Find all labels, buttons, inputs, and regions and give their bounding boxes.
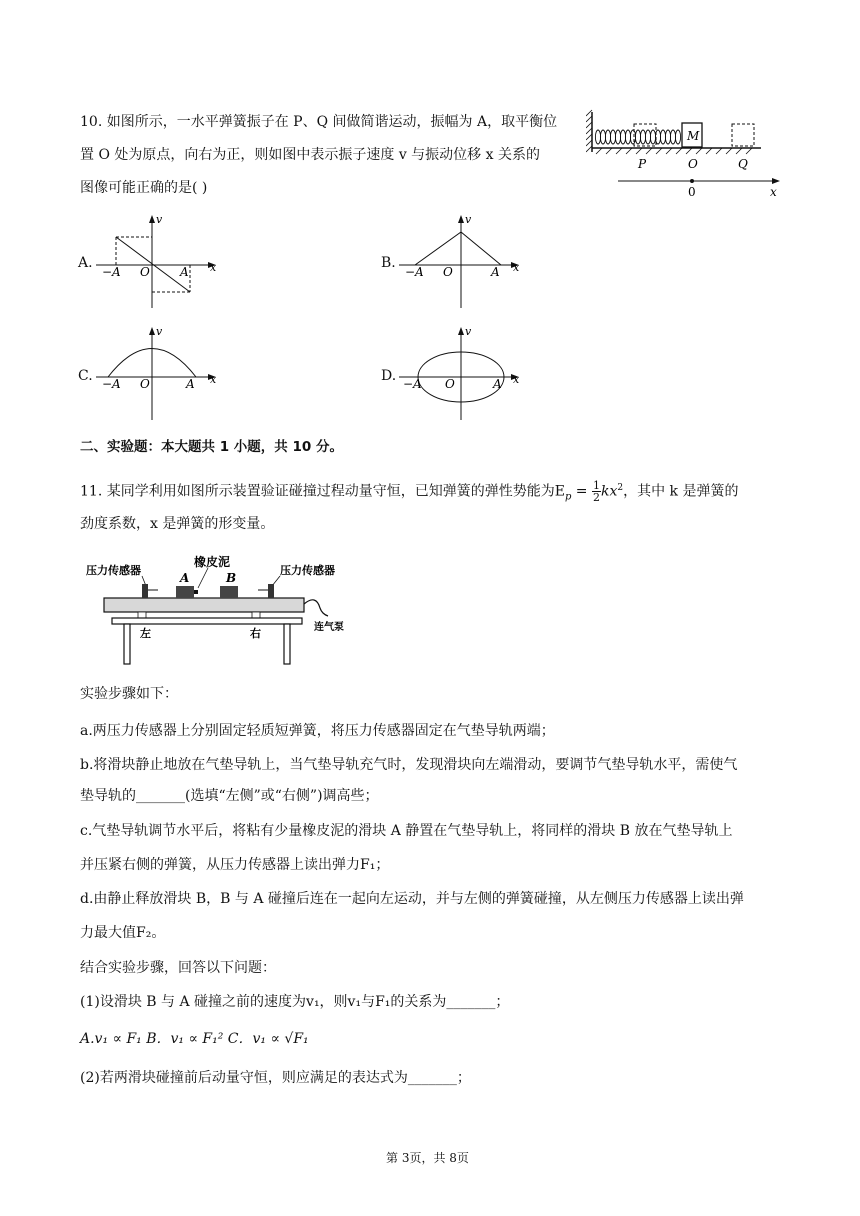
block-b-label: B bbox=[226, 571, 237, 585]
x-axis-label: x bbox=[210, 373, 217, 386]
minus-a-label: −A bbox=[102, 377, 121, 391]
option-a-graph bbox=[94, 210, 224, 310]
step-d-line1: d.由静止释放滑块 B，B 与 A 碰撞后连在一起向左运动，并与左侧的弹簧碰撞，从左侧压力传感器上读出弹 bbox=[80, 891, 744, 907]
option-d-label: D. bbox=[381, 368, 397, 384]
q10-line1: 10. 如图所示，一水平弹簧振子在 P、Q 间做简谐运动，振幅为 A，取平衡位 bbox=[80, 114, 558, 130]
origin-label: O bbox=[443, 265, 453, 279]
q11-line2: 劲度系数，x 是弹簧的形变量。 bbox=[80, 516, 275, 532]
right-label: 右 bbox=[250, 627, 261, 640]
x-axis-label: x bbox=[210, 261, 217, 274]
minus-a-label: −A bbox=[102, 265, 121, 279]
spring-oscillator-figure bbox=[586, 108, 786, 198]
p-label: P bbox=[638, 157, 647, 171]
ep-formula: $\frac{1}{2}$ bbox=[592, 479, 600, 505]
o-label: O bbox=[688, 157, 698, 171]
option-a-label: A. bbox=[78, 255, 93, 271]
q10-line3: 图像可能正确的是( ) bbox=[80, 180, 208, 196]
steps-title: 实验步骤如下： bbox=[80, 686, 178, 702]
answer-intro: 结合实验步骤，回答以下问题： bbox=[80, 960, 276, 976]
step-b-line2: 垫导轨的_______(选填“左侧”或“右侧”)调高些； bbox=[80, 788, 379, 804]
option-c-label: C. bbox=[78, 368, 93, 384]
page-footer: 第 3页，共 8页 bbox=[386, 1151, 469, 1165]
q11-line1-tail: ，其中 k 是弹簧的 bbox=[623, 483, 739, 500]
option-b-label: B. bbox=[381, 255, 396, 271]
option-d-graph bbox=[397, 322, 527, 422]
v-axis-label: v bbox=[465, 325, 472, 338]
a-label: A bbox=[493, 377, 502, 391]
option-c-graph bbox=[94, 322, 224, 422]
step-c-line1: c.气垫导轨调节水平后，将粘有少量橡皮泥的滑块 A 静置在气垫导轨上，将同样的滑块 B 放在气垫导轨上 bbox=[80, 823, 733, 839]
origin-label: O bbox=[445, 377, 455, 391]
minus-a-label: −A bbox=[403, 377, 422, 391]
q10-line2: 置 O 处为原点，向右为正，则如图中表示振子速度 v 与振动位移 x 关系的 bbox=[80, 147, 540, 163]
a-label: A bbox=[186, 377, 195, 391]
mass-label: M bbox=[687, 129, 700, 143]
a-label: A bbox=[180, 265, 189, 279]
air-track-apparatus bbox=[84, 554, 354, 669]
left-sensor-label: 压力传感器 bbox=[86, 564, 141, 577]
x-axis-label: x bbox=[513, 261, 520, 274]
q11-line1: 11. 某同学利用如图所示装置验证碰撞过程动量守恒，已知弹簧的弹性势能为$E_p$ = $\frac{1}{2}$ $kx^2$，其中 k 是弹簧的 bbox=[80, 479, 739, 505]
step-c-line2: 并压紧右侧的弹簧，从压力传感器上读出弹力F₁； bbox=[80, 857, 390, 873]
origin-label: O bbox=[140, 265, 150, 279]
x-label: x bbox=[770, 185, 777, 198]
subquestion-2: (2)若两滑块碰撞前后动量守恒，则应满足的表达式为_______； bbox=[80, 1070, 471, 1086]
q11-line1-text: 11. 某同学利用如图所示装置验证碰撞过程动量守恒，已知弹簧的弹性势能为E bbox=[80, 483, 565, 500]
subquestion-1: (1)设滑块 B 与 A 碰撞之前的速度为v₁，则v₁与F₁的关系为_______； bbox=[80, 994, 510, 1010]
origin-label: O bbox=[140, 377, 150, 391]
v-axis-label: v bbox=[465, 213, 472, 226]
x-axis-label: x bbox=[513, 373, 520, 386]
a-label: A bbox=[491, 265, 500, 279]
v-axis-label: v bbox=[156, 325, 163, 338]
v-axis-label: v bbox=[156, 213, 163, 226]
pump-label: 连气泵 bbox=[314, 622, 344, 633]
step-b-line1: b.将滑块静止地放在气垫导轨上，当气垫导轨充气时，发现滑块向左端滑动，要调节气垫导轨水平，需使气 bbox=[80, 757, 738, 773]
step-a: a.两压力传感器上分别固定轻质短弹簧，将压力传感器固定在气垫导轨两端； bbox=[80, 723, 555, 739]
minus-a-label: −A bbox=[405, 265, 424, 279]
block-a-label: A bbox=[180, 571, 190, 585]
left-label: 左 bbox=[140, 627, 151, 640]
q-label: Q bbox=[738, 157, 748, 171]
right-sensor-label: 压力传感器 bbox=[280, 564, 335, 577]
step-d-line2: 力最大值F₂。 bbox=[80, 925, 166, 941]
subquestion-1-choices: A.v₁ ∝ F₁ B．v₁ ∝ F₁² C．v₁ ∝ √F₁ bbox=[80, 1031, 309, 1047]
clay-label: 橡皮泥 bbox=[194, 555, 231, 569]
option-b-graph bbox=[397, 210, 527, 310]
zero-label: 0 bbox=[688, 185, 696, 198]
section-heading: 二、实验题：本大题共 1 小题，共 10 分。 bbox=[80, 439, 343, 455]
